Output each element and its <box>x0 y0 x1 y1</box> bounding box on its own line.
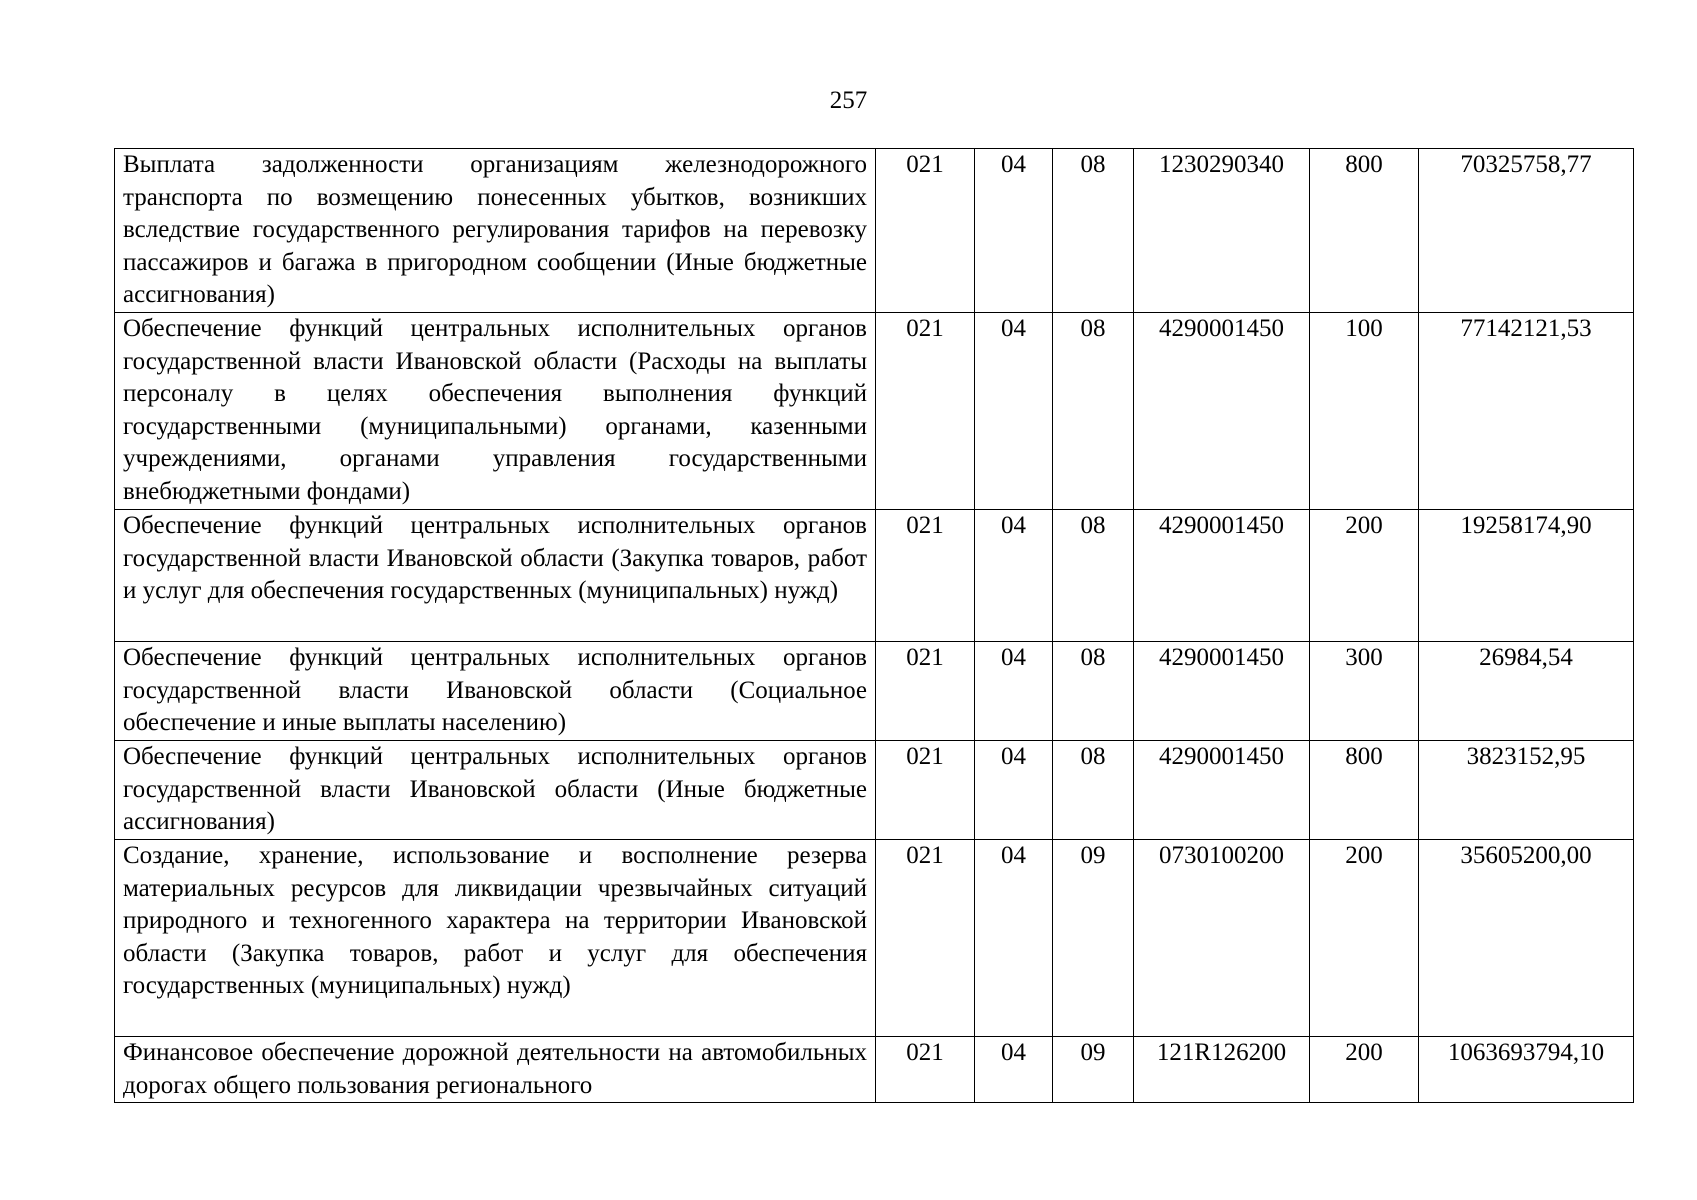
row-amount: 1063693794,10 <box>1419 1036 1634 1102</box>
row-description: Финансовое обеспечение дорожной деятельности на автомобильных дорогах общего пользования регионального <box>115 1036 876 1102</box>
row-code: 021 <box>876 509 975 641</box>
row-target-article: 4290001450 <box>1134 641 1310 740</box>
table-row <box>115 839 1634 1036</box>
row-amount: 70325758,77 <box>1419 149 1634 313</box>
row-description: Обеспечение функций центральных исполнительных органов государственной власти Ивановской области (Социальное обеспечение и иные выплаты населению) <box>115 641 876 740</box>
row-code: 021 <box>876 641 975 740</box>
row-amount: 77142121,53 <box>1419 312 1634 509</box>
row-amount: 19258174,90 <box>1419 509 1634 641</box>
row-target-article: 4290001450 <box>1134 740 1310 839</box>
row-code: 021 <box>876 149 975 313</box>
row-code: 021 <box>876 740 975 839</box>
table-row <box>115 509 1634 641</box>
row-description: Обеспечение функций центральных исполнительных органов государственной власти Ивановской области (Иные бюджетные ассигнования) <box>115 740 876 839</box>
row-expense-type: 200 <box>1310 509 1419 641</box>
table-row <box>115 312 1634 509</box>
table-row <box>115 740 1634 839</box>
row-target-article: 121R126200 <box>1134 1036 1310 1102</box>
row-section: 04 <box>975 1036 1053 1102</box>
row-expense-type: 200 <box>1310 839 1419 1036</box>
row-expense-type: 100 <box>1310 312 1419 509</box>
row-section: 04 <box>975 149 1053 313</box>
row-code: 021 <box>876 312 975 509</box>
row-description: Обеспечение функций центральных исполнительных органов государственной власти Ивановской области (Закупка товаров, работ и услуг для обеспечения государственных (муниципальных) нужд) <box>115 509 876 641</box>
row-subsection: 08 <box>1053 509 1134 641</box>
row-section: 04 <box>975 839 1053 1036</box>
row-target-article: 0730100200 <box>1134 839 1310 1036</box>
table-row <box>115 641 1634 740</box>
row-subsection: 08 <box>1053 312 1134 509</box>
table-row <box>115 149 1634 313</box>
row-expense-type: 200 <box>1310 1036 1419 1102</box>
row-expense-type: 800 <box>1310 149 1419 313</box>
row-subsection: 08 <box>1053 740 1134 839</box>
row-code: 021 <box>876 1036 975 1102</box>
budget-table <box>114 148 1634 1103</box>
row-description: Создание, хранение, использование и восполнение резерва материальных ресурсов для ликвидации чрезвычайных ситуаций природного и техногенного характера на территории Ивановской области (Закупка товаров, работ и услуг для обеспечения государственных (муниципальных) нужд) <box>115 839 876 1036</box>
row-section: 04 <box>975 312 1053 509</box>
row-code: 021 <box>876 839 975 1036</box>
row-target-article: 4290001450 <box>1134 509 1310 641</box>
row-amount: 35605200,00 <box>1419 839 1634 1036</box>
row-target-article: 4290001450 <box>1134 312 1310 509</box>
row-expense-type: 800 <box>1310 740 1419 839</box>
page-number: 257 <box>829 87 868 114</box>
row-subsection: 09 <box>1053 1036 1134 1102</box>
row-subsection: 08 <box>1053 149 1134 313</box>
row-description: Выплата задолженности организациям железнодорожного транспорта по возмещению понесенных убытков, возникших вследствие государственного регулирования тарифов на перевозку пассажиров и багажа в пригородном сообщении (Иные бюджетные ассигнования) <box>115 149 876 313</box>
row-subsection: 09 <box>1053 839 1134 1036</box>
row-section: 04 <box>975 641 1053 740</box>
row-expense-type: 300 <box>1310 641 1419 740</box>
row-amount: 3823152,95 <box>1419 740 1634 839</box>
row-target-article: 1230290340 <box>1134 149 1310 313</box>
row-section: 04 <box>975 740 1053 839</box>
row-description: Обеспечение функций центральных исполнительных органов государственной власти Ивановской области (Расходы на выплаты персоналу в целях обеспечения выполнения функций государственными (муниципальными) органами, казенными учреждениями, органами управления государственными внебюджетными фондами) <box>115 312 876 509</box>
row-amount: 26984,54 <box>1419 641 1634 740</box>
table-row <box>115 1036 1634 1102</box>
row-section: 04 <box>975 509 1053 641</box>
row-subsection: 08 <box>1053 641 1134 740</box>
